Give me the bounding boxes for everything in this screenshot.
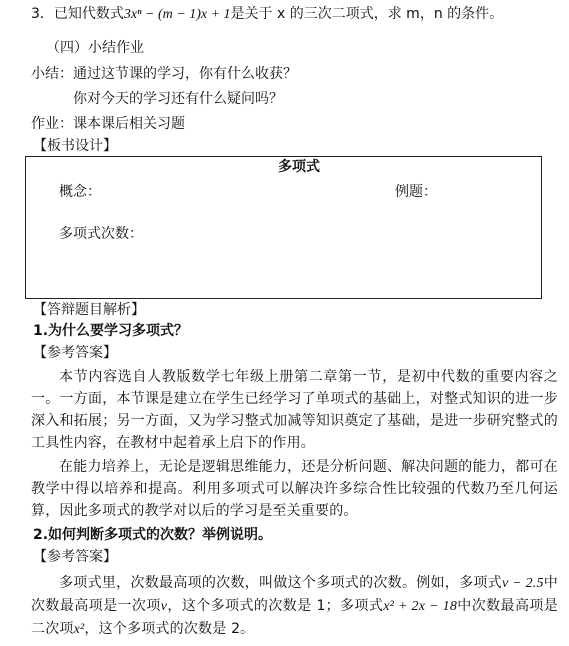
question-1: 1.为什么要学习多项式？ bbox=[33, 323, 189, 339]
answer-1-paragraph-1: 本节内容选自人教版数学七年级上册第二章第一节，是初中代数的重要内容之一。一方面，本节课是建立在学生已经学习了单项式的基础上，对整式知识的进一步深入和拓展；另一方面，又为学习整式加减等知识奠定了基础，是进一步研究整式的工具性内容，在教材中起着承上启下的作用。 bbox=[31, 369, 558, 451]
answer-2-math-3: x² + 2x − 18 bbox=[383, 599, 458, 614]
question-3-suffix: 是关于 x 的三次二项式，求 m，n 的条件。 bbox=[230, 6, 504, 22]
question-3 bbox=[31, 5, 503, 24]
answer-2-text-2: 中次数最高项是一次项 bbox=[31, 575, 559, 614]
board-concept: 概念： bbox=[59, 184, 101, 200]
summary-line-2: 你对今天的学习还有什么疑问吗？ bbox=[73, 91, 283, 107]
reference-answer-2: 【参考答案】 bbox=[33, 549, 117, 565]
board-example: 例题： bbox=[395, 184, 437, 200]
answer-2-paragraph bbox=[31, 572, 558, 638]
summary-line-1: 通过这节课的学习，你有什么收获？ bbox=[73, 66, 297, 82]
answer-2-text-5: ，这个多项式的次数是 2。 bbox=[84, 621, 255, 637]
board-title: 多项式 bbox=[278, 159, 320, 175]
answer-2-math-2: v bbox=[160, 599, 168, 614]
analysis-heading: 【答辩题目解析】 bbox=[33, 302, 145, 318]
summary-label: 小结： bbox=[31, 66, 73, 82]
answer-1-paragraph-2: 在能力培养上，无论是逻辑思维能力，还是分析问题、解决问题的能力，都可在教学中得以培养和提高。利用多项式可以解决许多综合性比较强的代数乃至几何运算，因此多项式的教学对以后的学习是至关重要的。 bbox=[31, 459, 558, 519]
board-heading: 【板书设计】 bbox=[33, 138, 117, 154]
answer-2-text-1: 多项式里，次数最高项的次数，叫做这个多项式的次数。例如，多项式 bbox=[59, 575, 502, 591]
homework-line: 作业：课本课后相关习题 bbox=[31, 116, 185, 132]
answer-2-math-1: v − 2.5 bbox=[501, 576, 544, 591]
answer-2-text-3: ，这个多项式的次数是 1；多项式 bbox=[167, 598, 384, 614]
question-3-prefix: 3．已知代数式 bbox=[31, 6, 124, 22]
reference-answer-1: 【参考答案】 bbox=[33, 345, 117, 361]
board-design-box bbox=[25, 156, 542, 299]
answer-2-text-4: 中次数最高项是二次项 bbox=[31, 598, 558, 637]
question-2: 2.如何判断多项式的次数？举例说明。 bbox=[33, 527, 273, 543]
answer-2-math-4: x² bbox=[73, 622, 85, 637]
summary-heading: （四）小结作业 bbox=[46, 40, 144, 56]
question-3-expression: 3xⁿ − (m − 1)x + 1 bbox=[123, 7, 231, 22]
board-degree: 多项式次数： bbox=[59, 226, 143, 242]
